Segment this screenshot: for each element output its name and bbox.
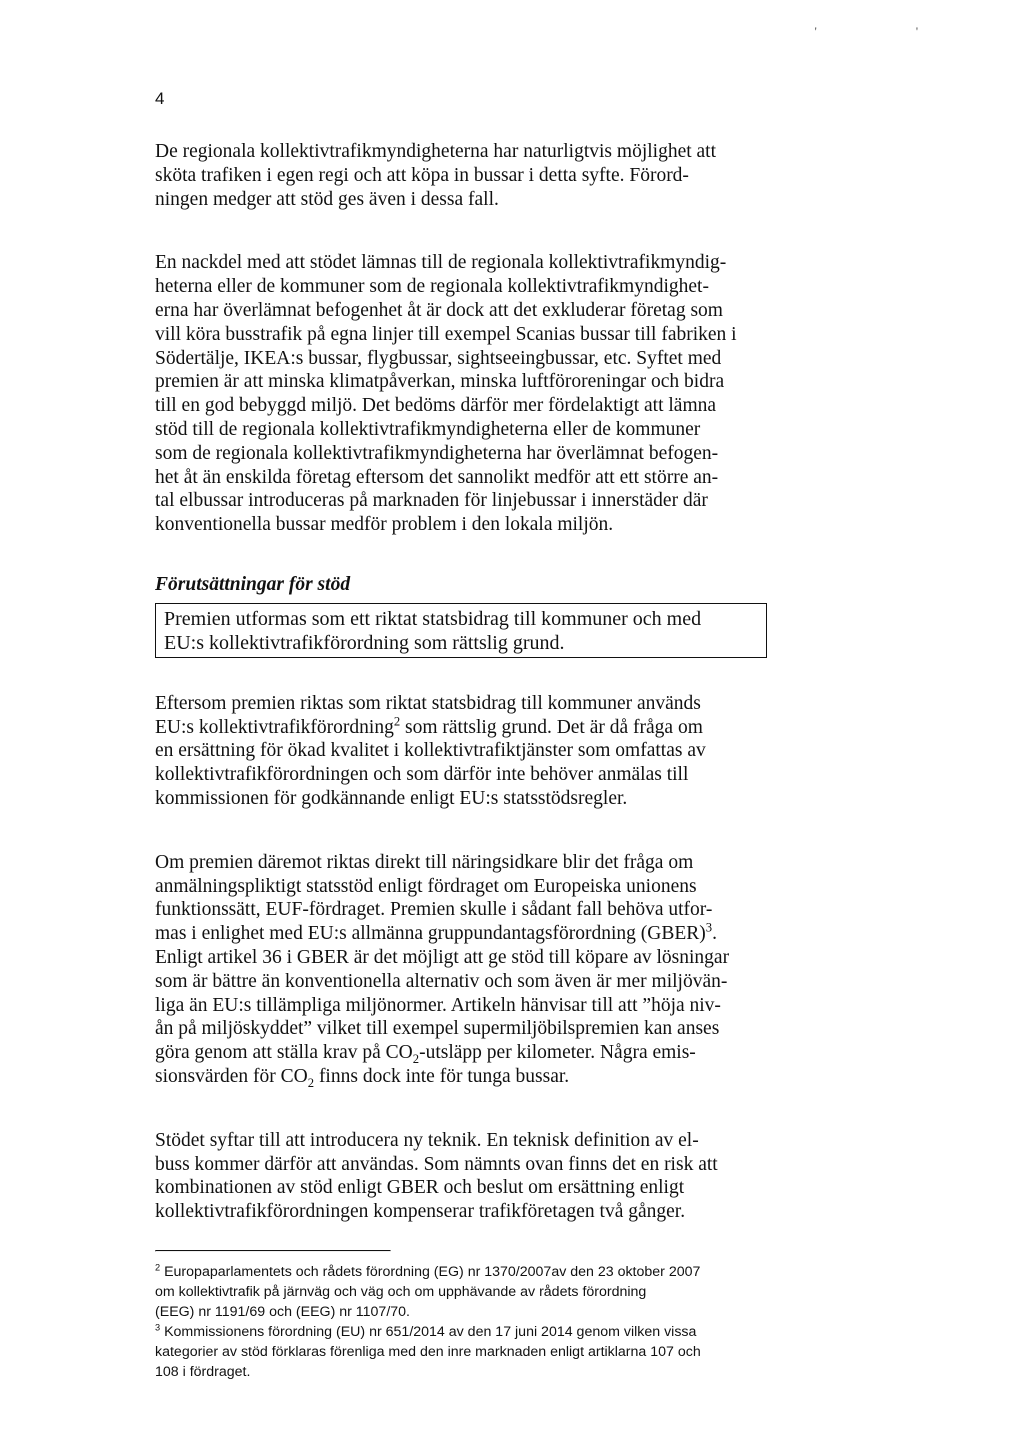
summary-box: Premien utformas som ett riktat statsbidrag till kommuner och med EU:s kollektivtrafikförordning som rättslig grund. [155, 603, 767, 658]
paragraph-2: En nackdel med att stödet lämnas till de regionala kollektivtrafikmyndig- heterna eller de kommuner som de regionala kollektivtrafikmyndighet- erna har överlämnat befogenhet åt är dock att det exkluderar företag som vill köra busstrafik på egna linjer till exempel Scanias bussar till fabriken i Södertälje, IKEA:s bussar, flygbussar, sightseeingbussar, etc. Syftet med premien är att minska klimatpåverkan, minska luftföroreningar och bidra till en god bebyggd miljö. Det bedöms därför mer fördelaktigt att lämna stöd till de regionala kollektivtrafikmyndigheterna eller de kommuner som de regionala kollektivtrafikmyndigheterna har överlämnat befogen- het åt än enskilda företag eftersom det sannolikt medför att ett större an- tal elbussar introduceras på marknaden för linjebussar i innerstäder där konventionella bussar medför problem i den lokala miljön. [155, 252, 737, 536]
section-heading: Förutsättningar för stöd [155, 573, 351, 595]
footnote-2: $^2$ Europaparlamentets och rådets förordning (EG) nr 1370/2007av den 23 oktober 2007 om kollektivtrafik på järnväg och väg och om upphävande av rådets förordning (EEG) nr 1191/69 och (EEG) nr 1107/70. [155, 1262, 701, 1320]
footnote-divider [155, 1250, 391, 1252]
paragraph-3: Eftersom premien riktas som riktat statsbidrag till kommuner används EU:s kollektivtrafikförordning$^2$ som rättslig grund. Det är då fråga om en ersättning för ökad kvalitet i kollektivtrafiktjänster som omfattas av kollektivtrafikförordningen och som därför inte behöver anmälas till kommissionen för godkännande enligt EU:s statsstödsregler. [155, 692, 706, 809]
scan-corner-marks: ' ' [814, 24, 966, 38]
footnote-3: $^3$ Kommissionens förordning (EU) nr 651/2014 av den 17 juni 2014 genom vilken vissa kategorier av stöd förklaras förenliga med den inre marknaden enligt artiklarna 107 och 108 i fördraget. [155, 1322, 701, 1380]
paragraph-5: Stödet syftar till att introducera ny teknik. En teknisk definition av el- buss kommer därför att användas. Som nämnts ovan finns det en risk att kombinationen av stöd enligt GBER och beslut om ersättning enligt kollektivtrafikförordningen kompenserar trafikföretagen två gånger. [155, 1129, 718, 1223]
footnote-ref-3: 3 [705, 920, 713, 935]
page-number: 4 [155, 89, 165, 108]
paragraph-4: Om premien däremot riktas direkt till näringsidkare blir det fråga om anmälningspliktigt statsstöd enligt fördraget om Europeiska unionens funktionssätt, EUF-fördraget. Premien skulle i sådant fall behöva utfor- mas i enlighet med EU:s allmänna gruppundantagsförordning (GBER)$^3$. Enligt artikel 36 i GBER är det möjligt att ge stöd till köpare av lösningar som är bättre än konventionella alternativ och som även är mer miljövän- liga än EU:s tillämpliga miljönormer. Artikeln hänvisar till att ”höja niv- ån på miljöskyddet” vilket till exempel supermiljöbilspremien kan anses göra genom att ställa krav på $CO_2$-utsläpp per kilometer. Några emis- sionsvärden för $CO_2$ finns dock inte för tunga bussar. [155, 851, 730, 1090]
footnotes [155, 1262, 767, 1382]
footnote-ref-2: 2 [393, 714, 401, 729]
document-body [155, 140, 767, 1382]
paragraph-1: De regionala kollektivtrafikmyndigheterna har naturligtvis möjlighet att sköta trafiken i egen regi och att köpa in bussar i detta syfte. Förord- ningen medger att stöd ges även i dessa fall. [155, 141, 717, 210]
